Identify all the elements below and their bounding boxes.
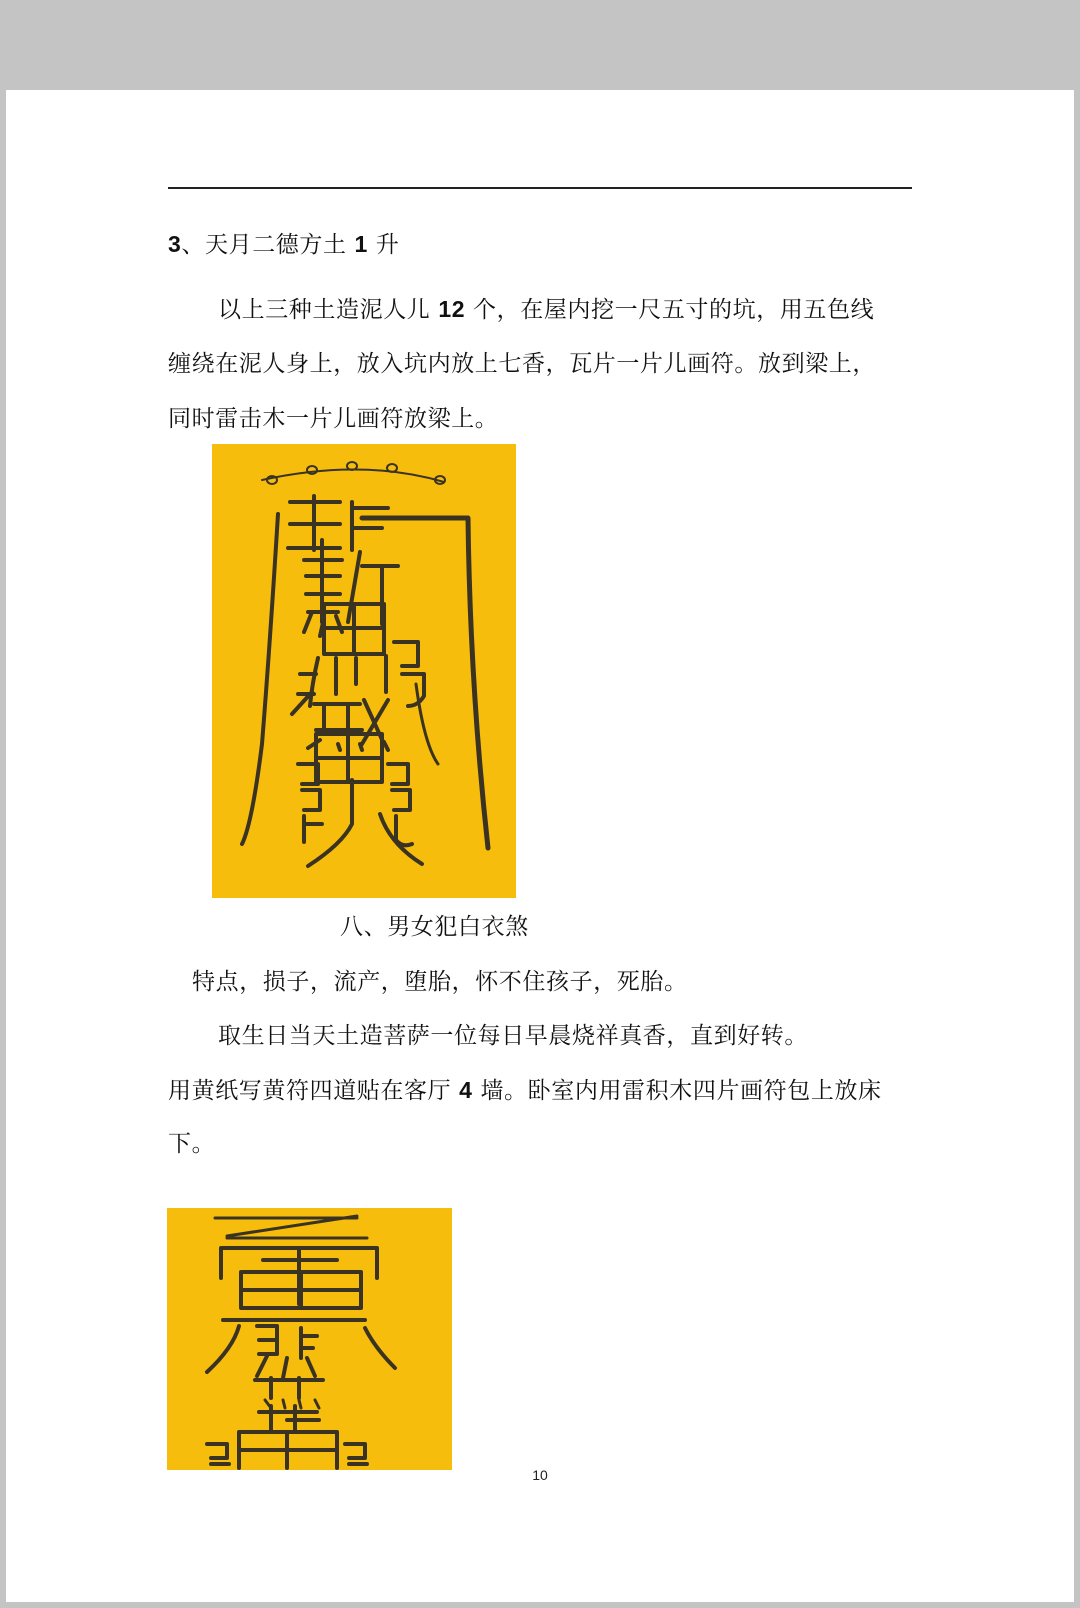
paragraph-1-line-3: 同时雷击木一片儿画符放梁上。 bbox=[168, 406, 499, 432]
paragraph-2-line-1: 取生日当天土造菩萨一位每日早晨烧祥真香，直到好转。 bbox=[218, 1023, 808, 1049]
paragraph-2-line-3: 下。 bbox=[168, 1131, 216, 1157]
talisman-image-1 bbox=[212, 444, 516, 898]
header-rule bbox=[168, 187, 912, 189]
talisman-2-drawing bbox=[167, 1208, 452, 1470]
talisman-1-drawing bbox=[212, 444, 516, 898]
traits-line: 特点，损子，流产，堕胎，怀不住孩子，死胎。 bbox=[192, 969, 688, 995]
item-3-line: 3、天月二德方土 1 升 bbox=[168, 231, 400, 258]
paragraph-1-line-1: 以上三种土造泥人儿 12 个，在屋内挖一尺五寸的坑，用五色线 bbox=[218, 296, 875, 323]
section-8-heading: 八、男女犯白衣煞 bbox=[340, 914, 529, 940]
paragraph-2-line-2: 用黄纸写黄符四道贴在客厅 4 墙。卧室内用雷积木四片画符包上放床 bbox=[168, 1077, 882, 1104]
page-number: 10 bbox=[532, 1467, 548, 1483]
paragraph-1-line-2: 缠绕在泥人身上，放入坑内放上七香，瓦片一片儿画符。放到梁上， bbox=[168, 351, 876, 377]
document-page bbox=[6, 90, 1074, 1602]
talisman-image-2 bbox=[167, 1208, 452, 1470]
